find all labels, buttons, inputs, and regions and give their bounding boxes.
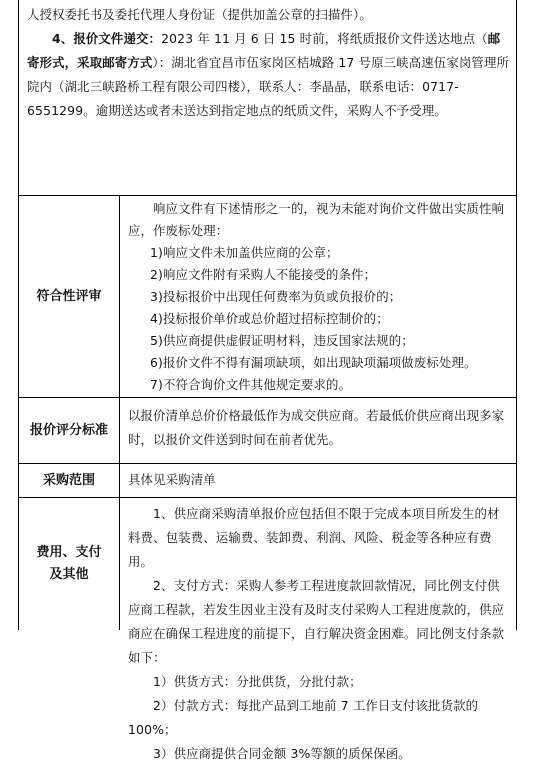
compliance-item: 5)供应商提供虚假证明材料，违反国家法规的； [150, 333, 414, 348]
submission-number: 4、 [52, 31, 74, 46]
submission-text-a: 2023 年 11 月 6 日 15 时前，将纸质报价文件送达地点（ [161, 31, 488, 46]
authorization-line: 人授权委托书及委托代理人身份证（提供加盖公章的扫描件）。 [27, 7, 372, 22]
compliance-item: 7)不符合询价文件其他规定要求的。 [150, 377, 352, 392]
procurement-document-table [18, 0, 517, 761]
evaluation-text: 以报价清单总价价格最低作为成交供应商。若最低价供应商出现多家时，以报价文件送到时间在前者优先。 [128, 408, 505, 447]
fees-paragraph-1: 1、供应商采购清单报价应包括但不限于完成本项目所发生的材料费、包装费、运输费、装卸费、利润、风险、税金等各种应有费用。 [128, 506, 500, 569]
compliance-content [120, 196, 516, 397]
scope-content [120, 464, 516, 497]
compliance-item: 1)响应文件未加盖供应商的公章； [150, 245, 339, 260]
scope-text: 具体见采购清单 [128, 472, 216, 487]
fees-item: 3）供应商提供合同金额 3%等额的质保保函。 [153, 746, 411, 761]
compliance-item: 6)报价文件不得有漏项缺项，如出现缺项漏项做废标处理。 [150, 355, 477, 370]
compliance-item: 2)响应文件附有采购人不能接受的条件； [150, 267, 377, 282]
submission-row [18, 0, 517, 196]
submission-content [19, 0, 516, 195]
submission-label: 报价文件递交： [73, 31, 162, 46]
compliance-intro: 响应文件有下述情形之一的，视为未能对询价文件做出实质性响应，作废标处理： [128, 201, 505, 238]
scope-row [18, 464, 517, 498]
compliance-item: 3)投标报价中出现任何费率为负或负报价的； [150, 289, 402, 304]
fees-content [120, 498, 516, 761]
submission-mode: 邮寄形式，采取邮寄方式 [27, 31, 501, 70]
scope-label: 采购范围 [19, 464, 120, 497]
evaluation-content [120, 398, 516, 463]
fees-paragraph-2: 2、支付方式：采购人参考工程进度款回款情况，同比例支付供应商工程款，若发生因业主没有及时支付采购人工程进度款的，供应商应在确保工程进度的前提下，自行解决资金困难。同比例支付条款如下： [128, 578, 505, 665]
compliance-item: 4)投标报价单价或总价超过招标控制价的； [150, 311, 389, 326]
submission-text-b: ）：湖北省宜昌市伍家岗区桔城路 17 号原三峡高速伍家岗管理所院内（湖北三峡路桥工程有限公司四楼），联系人：李晶晶，联系电话：0717-6551299。逾期送达或者未送达到指定地点的纸质文件，采购人不予受理。 [27, 55, 510, 118]
fees-item: 2）付款方式：每批产品到工地前 7 工作日支付该批货款的 100%； [128, 698, 479, 737]
compliance-row [18, 196, 517, 398]
fees-label [19, 498, 120, 630]
submission-paragraph [27, 27, 510, 123]
evaluation-label: 报价评分标准 [19, 398, 120, 463]
evaluation-row [18, 398, 517, 464]
compliance-label: 符合性评审 [19, 196, 120, 397]
fees-item: 1）供货方式：分批供货，分批付款； [153, 674, 362, 689]
fees-label-text: 费用、支付及其他 [36, 545, 102, 582]
fees-row [18, 498, 517, 761]
